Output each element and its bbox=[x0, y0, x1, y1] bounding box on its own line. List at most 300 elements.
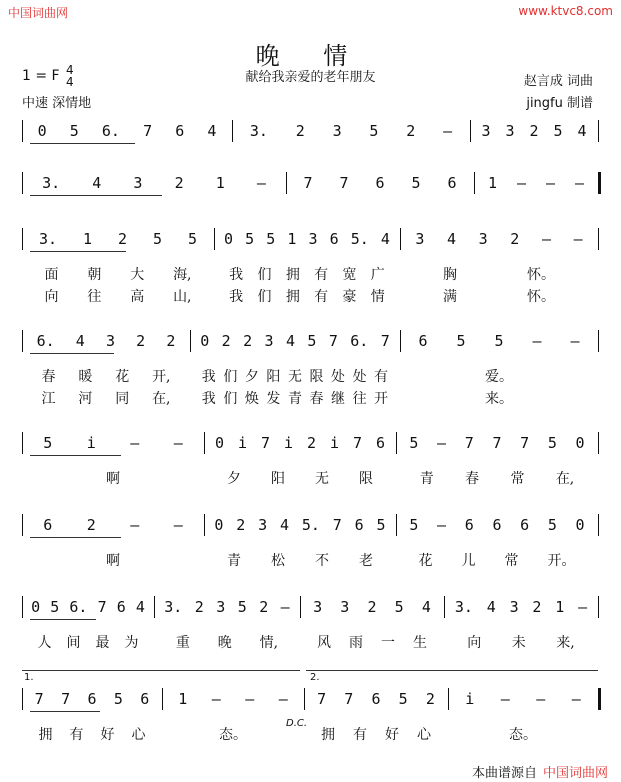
note: 5 bbox=[43, 434, 53, 452]
lyric-measure bbox=[312, 724, 440, 744]
note: 2 bbox=[117, 230, 127, 248]
note: 4 bbox=[380, 230, 390, 248]
note: 7 bbox=[328, 332, 338, 350]
lyric-line bbox=[0, 388, 621, 408]
lyric-word: 处 bbox=[331, 369, 346, 385]
note: 3 bbox=[505, 122, 515, 140]
note: 6 bbox=[354, 516, 364, 534]
lyric-word: 来。 bbox=[485, 391, 513, 407]
note: 5 bbox=[456, 332, 466, 350]
note: i bbox=[86, 434, 96, 452]
note: 3 bbox=[313, 598, 323, 616]
note: 6 bbox=[447, 174, 457, 192]
key-signature bbox=[22, 64, 74, 88]
barline bbox=[448, 688, 449, 710]
note: 5 bbox=[398, 690, 408, 708]
lyric-word: 满 bbox=[443, 289, 457, 305]
measure bbox=[218, 228, 396, 250]
time-top: 4 bbox=[66, 63, 74, 77]
barline bbox=[598, 432, 599, 454]
note: 6 bbox=[43, 516, 53, 534]
note: 2 bbox=[174, 174, 184, 192]
note: 5 bbox=[187, 230, 197, 248]
barline bbox=[400, 330, 401, 352]
measure bbox=[404, 228, 594, 250]
measure bbox=[236, 120, 466, 142]
note: 5 bbox=[553, 122, 563, 140]
barline bbox=[154, 596, 155, 618]
note: 5 bbox=[69, 122, 79, 140]
lyric-word: 豪 bbox=[342, 289, 357, 305]
note: 2 bbox=[425, 690, 435, 708]
note: 0 bbox=[200, 332, 210, 350]
note: 2 bbox=[243, 332, 253, 350]
note: – bbox=[574, 174, 585, 192]
lyric-word: 阳 bbox=[266, 369, 281, 385]
note: – bbox=[278, 690, 288, 708]
lyric-word: 面 bbox=[44, 267, 59, 283]
note: 6 bbox=[175, 122, 185, 140]
measure bbox=[308, 688, 444, 710]
note: 6. bbox=[101, 122, 120, 140]
note: – bbox=[211, 690, 221, 708]
note: i bbox=[465, 690, 475, 708]
note: 0 bbox=[224, 230, 234, 248]
lyric-measure bbox=[452, 632, 590, 652]
footer-label: 本曲谱源自 bbox=[472, 766, 538, 781]
note: 6 bbox=[375, 434, 386, 452]
barline bbox=[598, 688, 601, 710]
note: 3 bbox=[105, 332, 116, 350]
lyric-word: 啊 bbox=[106, 471, 120, 487]
tempo-marking: 中速 深情地 bbox=[22, 96, 92, 111]
lyric-measure bbox=[198, 388, 392, 408]
lyric-word: 胸 bbox=[443, 267, 457, 283]
barline bbox=[598, 172, 601, 194]
note: 4 bbox=[285, 332, 295, 350]
note: – bbox=[545, 174, 556, 192]
note: – bbox=[443, 122, 453, 140]
lyric-word: 河 bbox=[78, 391, 93, 407]
note: 0 bbox=[575, 516, 585, 534]
note: – bbox=[245, 690, 255, 708]
lyric-word: 往 bbox=[87, 289, 102, 305]
lyric-word: 有 bbox=[314, 267, 329, 283]
lyric-word: 有 bbox=[374, 369, 389, 385]
lyric-word: 不 bbox=[315, 553, 329, 569]
note: – bbox=[578, 598, 588, 616]
note: 6 bbox=[371, 690, 381, 708]
measure bbox=[26, 514, 200, 536]
barline bbox=[304, 688, 305, 710]
lyric-measure bbox=[30, 632, 146, 652]
lyric-word: 态。 bbox=[219, 727, 247, 743]
lyric-measure bbox=[408, 286, 590, 306]
lyric-measure bbox=[212, 550, 388, 570]
note: 7 bbox=[260, 434, 271, 452]
lyric-word: 处 bbox=[352, 369, 367, 385]
lyric-word: 拥 bbox=[38, 727, 53, 743]
note: – bbox=[573, 230, 583, 248]
note: 3 bbox=[332, 122, 342, 140]
lyric-measure bbox=[170, 724, 296, 744]
lyric-word: 啊 bbox=[106, 553, 120, 569]
measure bbox=[478, 172, 594, 194]
note: i bbox=[329, 434, 340, 452]
lyric-word: 们 bbox=[223, 369, 238, 385]
note: 2 bbox=[259, 598, 269, 616]
measure bbox=[26, 688, 158, 710]
lyric-line bbox=[0, 264, 621, 284]
note: 3 bbox=[509, 598, 519, 616]
note: 5 bbox=[547, 516, 557, 534]
measure bbox=[26, 120, 228, 142]
notation-row bbox=[0, 228, 621, 250]
lyric-word: 夕 bbox=[244, 369, 259, 385]
lyric-measure bbox=[222, 264, 392, 284]
measure bbox=[448, 596, 594, 618]
lyric-word: 青 bbox=[287, 391, 302, 407]
volta-1-line bbox=[22, 670, 300, 671]
lyric-measure bbox=[212, 468, 388, 488]
lyric-word: 春 bbox=[309, 391, 324, 407]
barline bbox=[598, 228, 599, 250]
lyric-word: 情 bbox=[370, 289, 385, 305]
volta-1: 1. bbox=[24, 672, 34, 683]
barline bbox=[598, 596, 599, 618]
barline bbox=[22, 596, 23, 618]
lyric-measure bbox=[30, 286, 206, 306]
lyric-word: 常 bbox=[510, 471, 525, 487]
note: 5 bbox=[394, 598, 404, 616]
note: 6. bbox=[350, 332, 369, 350]
note: – bbox=[570, 332, 580, 350]
note: 3. bbox=[249, 122, 268, 140]
lyric-word: 同 bbox=[115, 391, 130, 407]
measure bbox=[26, 228, 210, 250]
note: – bbox=[173, 434, 183, 452]
note: 7 bbox=[143, 122, 153, 140]
lyric-word: 春 bbox=[41, 369, 56, 385]
note: 5 bbox=[411, 174, 421, 192]
beam-line bbox=[30, 537, 121, 538]
lyric-word: 我 bbox=[201, 391, 216, 407]
lyric-word: 开, bbox=[152, 369, 171, 385]
note: 3 bbox=[481, 122, 491, 140]
note: 5 bbox=[152, 230, 162, 248]
barline bbox=[214, 228, 215, 250]
barline bbox=[22, 432, 23, 454]
lyric-measure bbox=[30, 388, 182, 408]
note: 5 bbox=[369, 122, 379, 140]
measure bbox=[26, 596, 150, 618]
barline bbox=[22, 330, 23, 352]
volta-2-line bbox=[306, 670, 598, 671]
beam-line bbox=[30, 251, 126, 252]
lyric-word: 限 bbox=[309, 369, 324, 385]
lyric-word: 江 bbox=[41, 391, 56, 407]
barline bbox=[22, 120, 23, 142]
note: 4 bbox=[135, 598, 145, 616]
lyric-word: 心 bbox=[131, 727, 146, 743]
lyric-word: 宽 bbox=[342, 267, 357, 283]
note: 3 bbox=[216, 598, 226, 616]
note: 0 bbox=[31, 598, 41, 616]
lyric-word: 未 bbox=[511, 635, 526, 651]
lyric-word: 发 bbox=[266, 391, 281, 407]
barline bbox=[598, 330, 599, 352]
lyric-word: 们 bbox=[257, 267, 272, 283]
measure bbox=[400, 514, 594, 536]
beam-line bbox=[30, 455, 121, 456]
note: 5 bbox=[409, 434, 419, 452]
note: 3. bbox=[42, 174, 61, 192]
note: 6. bbox=[36, 332, 55, 350]
lyric-word: 拥 bbox=[321, 727, 335, 743]
note: 7 bbox=[352, 434, 363, 452]
note: 6 bbox=[116, 598, 126, 616]
note: 4 bbox=[486, 598, 496, 616]
lyric-word: 在, bbox=[152, 391, 171, 407]
note: 1 bbox=[487, 174, 498, 192]
lyric-word: 老 bbox=[359, 553, 373, 569]
barline bbox=[22, 514, 23, 536]
lyric-line bbox=[0, 632, 621, 652]
measure bbox=[452, 688, 594, 710]
note: – bbox=[536, 690, 546, 708]
lyric-line bbox=[0, 468, 621, 488]
lyric-word: 夕 bbox=[227, 471, 241, 487]
barline bbox=[598, 120, 599, 142]
note: – bbox=[130, 434, 140, 452]
lyric-word: 为 bbox=[124, 635, 139, 651]
measure bbox=[26, 330, 186, 352]
measure bbox=[208, 432, 392, 454]
note: 5. bbox=[350, 230, 369, 248]
note: 1 bbox=[287, 230, 297, 248]
beam-line bbox=[30, 619, 96, 620]
lyric-word: 人 bbox=[37, 635, 52, 651]
note: 4 bbox=[207, 122, 217, 140]
note: – bbox=[571, 690, 581, 708]
lyric-word: 海, bbox=[173, 267, 192, 283]
lyric-word: 雨 bbox=[349, 635, 363, 651]
note: 5 bbox=[494, 332, 504, 350]
note: 5 bbox=[376, 516, 386, 534]
note: 2 bbox=[367, 598, 377, 616]
notation-row bbox=[0, 330, 621, 352]
lyric-word: 生 bbox=[413, 635, 427, 651]
note: 6 bbox=[418, 332, 428, 350]
lyric-word: 松 bbox=[271, 553, 285, 569]
beam-line bbox=[30, 195, 162, 196]
lyric-word: 好 bbox=[100, 727, 115, 743]
note: 4 bbox=[92, 174, 102, 192]
note: – bbox=[500, 690, 510, 708]
measure bbox=[194, 330, 396, 352]
note: 3 bbox=[415, 230, 425, 248]
lyric-word: 有 bbox=[314, 289, 329, 305]
barline bbox=[204, 432, 205, 454]
note: 3 bbox=[133, 174, 143, 192]
note: 5 bbox=[113, 690, 123, 708]
note: – bbox=[541, 230, 551, 248]
lyric-word: 往 bbox=[352, 391, 367, 407]
lyric-measure bbox=[222, 286, 392, 306]
lyric-word: 花 bbox=[418, 553, 433, 569]
lyric-word: 继 bbox=[331, 391, 346, 407]
lyric-measure bbox=[404, 468, 590, 488]
note: 6 bbox=[464, 516, 474, 534]
note: 2 bbox=[194, 598, 204, 616]
note: 2 bbox=[86, 516, 96, 534]
lyric-word: 我 bbox=[229, 289, 244, 305]
volta-2: 2. bbox=[310, 672, 320, 683]
barline bbox=[470, 120, 471, 142]
measure bbox=[26, 172, 282, 194]
note: – bbox=[256, 174, 266, 192]
lyric-measure bbox=[408, 264, 590, 284]
measure bbox=[290, 172, 470, 194]
note: 4 bbox=[75, 332, 85, 350]
lyric-line bbox=[0, 366, 621, 386]
lyric-measure bbox=[308, 632, 436, 652]
notation-row bbox=[0, 432, 621, 454]
note: 3 bbox=[340, 598, 350, 616]
note: 7 bbox=[303, 174, 313, 192]
credit-notation: jingfu 制谱 bbox=[526, 96, 593, 111]
lyric-word: 怀。 bbox=[527, 289, 555, 305]
watermark-left: 中国词曲网 bbox=[8, 6, 69, 20]
lyric-word: 爱。 bbox=[485, 369, 513, 385]
beam-line bbox=[30, 711, 100, 712]
barline bbox=[22, 172, 23, 194]
note: – bbox=[516, 174, 527, 192]
note: 2 bbox=[529, 122, 539, 140]
note: 7 bbox=[97, 598, 107, 616]
measure bbox=[474, 120, 594, 142]
lyric-word: 怀。 bbox=[527, 267, 555, 283]
lyric-word: 广 bbox=[370, 267, 385, 283]
lyric-word: 晚 bbox=[217, 635, 232, 651]
measure bbox=[400, 432, 594, 454]
barline bbox=[22, 688, 23, 710]
lyric-word: 朝 bbox=[87, 267, 102, 283]
lyric-word: 拥 bbox=[285, 267, 300, 283]
barline bbox=[204, 514, 205, 536]
note: – bbox=[437, 434, 447, 452]
lyric-word: 开。 bbox=[547, 553, 576, 569]
lyric-word: 我 bbox=[229, 267, 244, 283]
lyric-word: 有 bbox=[69, 727, 84, 743]
note: 2 bbox=[510, 230, 520, 248]
lyric-word: 有 bbox=[353, 727, 367, 743]
note: 6 bbox=[87, 690, 97, 708]
time-signature bbox=[66, 64, 74, 88]
barline bbox=[190, 330, 191, 352]
lyric-measure bbox=[30, 366, 182, 386]
note: 3 bbox=[308, 230, 318, 248]
lyric-word: 们 bbox=[223, 391, 238, 407]
beam-line bbox=[30, 353, 114, 354]
lyric-measure bbox=[456, 724, 590, 744]
note: 5 bbox=[50, 598, 60, 616]
barline bbox=[444, 596, 445, 618]
barline bbox=[474, 172, 475, 194]
note: 4 bbox=[577, 122, 587, 140]
lyric-measure bbox=[408, 366, 590, 386]
note: 0 bbox=[214, 434, 225, 452]
time-bottom: 4 bbox=[66, 75, 74, 89]
lyric-word: 拥 bbox=[285, 289, 300, 305]
lyric-word: 高 bbox=[130, 289, 145, 305]
note: – bbox=[280, 598, 290, 616]
lyric-word: 一 bbox=[381, 635, 395, 651]
barline bbox=[598, 514, 599, 536]
lyric-word: 好 bbox=[385, 727, 399, 743]
lyric-measure bbox=[198, 366, 392, 386]
lyric-word: 大 bbox=[130, 267, 145, 283]
note: 7 bbox=[492, 434, 502, 452]
lyric-word: 最 bbox=[95, 635, 110, 651]
note: 7 bbox=[34, 690, 44, 708]
note: 3 bbox=[258, 516, 268, 534]
lyric-word: 无 bbox=[315, 471, 329, 487]
note: 1 bbox=[178, 690, 188, 708]
note: – bbox=[130, 516, 140, 534]
lyric-word: 青 bbox=[227, 553, 241, 569]
note: 6 bbox=[329, 230, 339, 248]
note: 5 bbox=[307, 332, 317, 350]
note: 2 bbox=[295, 122, 305, 140]
note: i bbox=[237, 434, 248, 452]
watermark-right: www.ktvc8.com bbox=[518, 4, 613, 18]
note: 2 bbox=[406, 122, 416, 140]
lyric-word: 开 bbox=[374, 391, 389, 407]
note: – bbox=[173, 516, 183, 534]
lyric-word: 在, bbox=[555, 471, 575, 487]
note: – bbox=[532, 332, 542, 350]
song-subtitle: 献给我亲爱的老年朋友 bbox=[245, 70, 376, 85]
lyric-word: 儿 bbox=[461, 553, 476, 569]
note: – bbox=[437, 516, 447, 534]
lyric-word: 态。 bbox=[509, 727, 537, 743]
note: 2 bbox=[166, 332, 176, 350]
lyric-line bbox=[0, 724, 621, 744]
note: 0 bbox=[575, 434, 585, 452]
measure bbox=[404, 330, 594, 352]
note: 3. bbox=[38, 230, 58, 248]
lyric-word: 焕 bbox=[244, 391, 259, 407]
barline bbox=[232, 120, 233, 142]
lyric-measure bbox=[30, 550, 196, 570]
barline bbox=[162, 688, 163, 710]
lyric-word: 向 bbox=[44, 289, 59, 305]
note: 3 bbox=[478, 230, 488, 248]
measure bbox=[158, 596, 296, 618]
note: 6 bbox=[492, 516, 502, 534]
note: 5 bbox=[409, 516, 419, 534]
note: 7 bbox=[339, 174, 349, 192]
barline bbox=[300, 596, 301, 618]
note: 2 bbox=[221, 332, 231, 350]
note: 5. bbox=[301, 516, 320, 534]
note: 3. bbox=[454, 598, 473, 616]
note: 5 bbox=[237, 598, 247, 616]
song-title: 晚 情 bbox=[255, 42, 366, 70]
note: 4 bbox=[446, 230, 456, 248]
lyric-word: 情, bbox=[259, 635, 279, 651]
